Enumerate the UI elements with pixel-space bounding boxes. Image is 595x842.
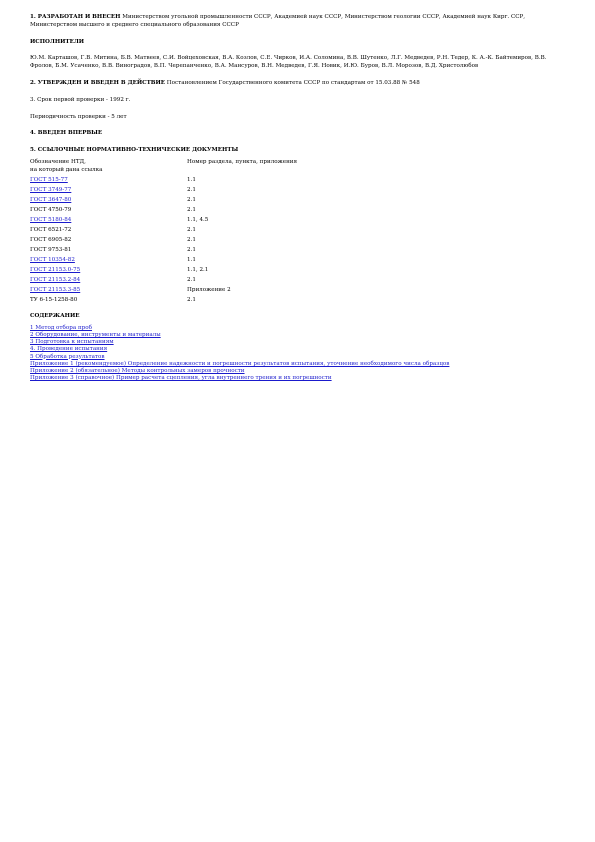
reference-doc-cell [30, 287, 187, 297]
reference-doc-link[interactable]: ГОСТ 5180-84 [30, 216, 72, 223]
reference-section-cell: 2.1 [187, 196, 196, 203]
toc-link[interactable]: 4. Проведение испытания [30, 346, 108, 353]
reference-doc-link[interactable]: ГОСТ 10354-82 [30, 256, 75, 263]
reference-section-cell: 2.1 [187, 296, 196, 303]
executors-title: ИСПОЛНИТЕЛИ [30, 38, 85, 45]
reference-doc-cell [30, 257, 187, 267]
section-5-title: 5. ССЫЛОЧНЫЕ НОРМАТИВНО-ТЕХНИЧЕСКИЕ ДОКУМЕНТЫ [30, 147, 239, 154]
table-row [30, 257, 297, 267]
reference-section-cell: 2.1 [187, 226, 196, 233]
section-1-title: 1. РАЗРАБОТАН И ВНЕСЕН [30, 14, 121, 20]
reference-doc-cell [30, 177, 187, 187]
references-header-ref: Номер раздела, пункта, приложения [187, 158, 298, 165]
toc-title: СОДЕРЖАНИЕ [30, 312, 80, 319]
reference-doc-text: ГОСТ 4750-79 [30, 206, 72, 213]
reference-section-cell: 2.1 [187, 186, 196, 193]
table-row [30, 207, 297, 217]
reference-section-cell: 2.1 [187, 206, 196, 213]
references-header-doc-line1: Обозначение НТД, [30, 158, 86, 165]
table-row [30, 227, 297, 237]
table-row [30, 177, 297, 187]
reference-doc-link[interactable]: ГОСТ 21153.3-85 [30, 286, 81, 293]
reference-doc-link[interactable]: ГОСТ 21153.0-75 [30, 266, 81, 273]
section-3-periodicity: Периодичность проверки - 5 лет [30, 113, 127, 120]
toc-link[interactable]: 1 Метод отбора проб [30, 324, 92, 331]
reference-doc-text: ТУ 6-15-1258-80 [30, 296, 78, 303]
toc-link[interactable]: Приложение 3 (справочное) Пример расчета сцепления, угла внутреннего трения и их погрешности [30, 375, 332, 382]
table-row [30, 187, 297, 197]
reference-doc-cell [30, 277, 187, 287]
reference-doc-cell [30, 227, 187, 237]
reference-doc-cell [30, 267, 187, 277]
references-header-row [30, 159, 297, 177]
reference-section-cell: 1.1 [187, 256, 196, 263]
reference-section-cell: 1.1, 2.1 [187, 266, 209, 273]
reference-doc-text: ГОСТ 9753-81 [30, 246, 72, 253]
table-row [30, 197, 297, 207]
reference-doc-cell [30, 247, 187, 257]
document-page [30, 14, 570, 382]
section-3-first-check: 3. Срок первой проверки - 1992 г. [30, 96, 131, 103]
table-row [30, 247, 297, 257]
section-1-text: Министерством угольной промышленности СССР, Академией наук СССР, Министерством геологии СССР, Академией наук Кирг. ССР, Министерством высшего и среднего специального образования СССР [30, 14, 526, 28]
toc-link[interactable]: Приложение 2 (обязательное) Методы контрольных замеров прочности [30, 367, 245, 374]
reference-doc-cell [30, 197, 187, 207]
reference-doc-cell [30, 187, 187, 197]
executors-text: Ю.М. Карташов, Г.В. Митина, Б.В. Матвеев, С.И. Войцеховская, В.А. Козлов, С.Е. Чирков, И.А. Соломина, В.В. Шутенко, Л.Г. Медведев, Р.Н. Тедер, К. А.-К. Байтемиров, В.В. Фролов, Б.М. Усаченко, В.В. Виноградов, В.П. Черепанченко, В.А. Мансуров, В.Н. Медведев, Г.Я. Новик, И.Ю. Буров, В.Л. Морозов, В.Д. Христолюбов [30, 55, 547, 70]
table-row [30, 287, 297, 297]
table-row [30, 297, 297, 307]
reference-doc-link[interactable]: ГОСТ 3749-77 [30, 186, 72, 193]
section-4-title: 4. ВВЕДЕН ВПЕРВЫЕ [30, 130, 103, 137]
reference-doc-link[interactable]: ГОСТ 3647-80 [30, 196, 72, 203]
table-row [30, 237, 297, 247]
toc-link[interactable]: Приложение 1 (рекомендуемое) Определение надежности и погрешности результатов испытания, уточнение необходимого числа образцов [30, 360, 450, 367]
reference-doc-link[interactable]: ГОСТ 515-77 [30, 176, 68, 183]
reference-doc-cell [30, 207, 187, 217]
section-2 [30, 80, 570, 88]
section-2-title: 2. УТВЕРЖДЕН И ВВЕДЕН В ДЕЙСТВИЕ [30, 79, 166, 86]
toc-link[interactable]: 2 Оборудование, инструменты и материалы [30, 331, 161, 338]
toc-link[interactable]: 3 Подготовка к испытаниям [30, 339, 114, 346]
section-2-text: Постановлением Государственного комитета СССР по стандартам от 15.03.88 № 548 [166, 79, 420, 86]
reference-section-cell: Приложение 2 [187, 286, 231, 293]
toc-list [30, 325, 570, 383]
reference-doc-text: ГОСТ 6521-72 [30, 226, 72, 233]
reference-doc-text: ГОСТ 6905-82 [30, 236, 72, 243]
references-table [30, 159, 297, 307]
table-row [30, 217, 297, 227]
reference-doc-cell [30, 217, 187, 227]
reference-doc-link[interactable]: ГОСТ 21153.2-84 [30, 276, 81, 283]
table-row [30, 267, 297, 277]
toc-link[interactable]: 5 Обработка результатов [30, 353, 105, 360]
reference-doc-cell [30, 237, 187, 247]
section-1 [30, 14, 570, 30]
reference-section-cell: 2.1 [187, 246, 196, 253]
reference-section-cell: 1.1 [187, 176, 196, 183]
table-row [30, 277, 297, 287]
references-header-doc-line2: на который дана ссылка [30, 166, 103, 173]
reference-section-cell: 1.1, 4.5 [187, 216, 209, 223]
reference-doc-cell [30, 297, 187, 307]
references-header-doc [30, 159, 187, 177]
reference-section-cell: 2.1 [187, 276, 196, 283]
reference-section-cell: 2.1 [187, 236, 196, 243]
